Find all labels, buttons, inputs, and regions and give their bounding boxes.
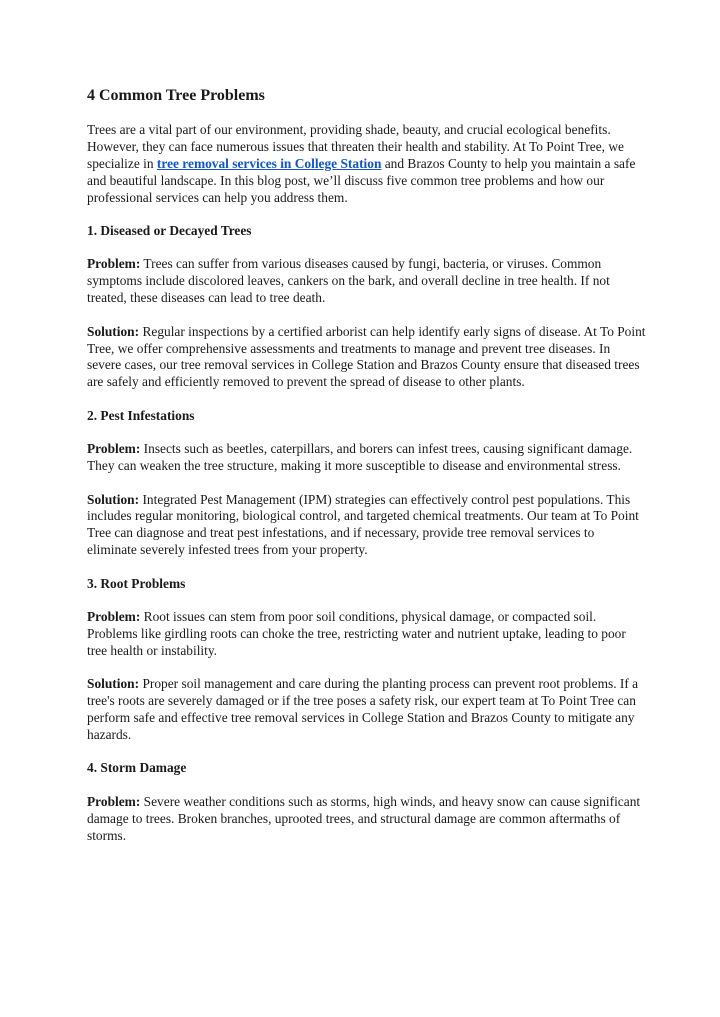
problem-text: Trees can suffer from various diseases caused by fungi, bacteria, or viruses. Common symptoms include discolored leaves, cankers on the bark, and overall decline in tree health. If not treated, these diseases can lead to tree death.: [87, 256, 610, 306]
section-heading-pests: 2. Pest Infestations: [87, 407, 195, 423]
solution-text: Regular inspections by a certified arborist can help identify early signs of disease. At To Point Tree, we offer comprehensive assessments and treatments to manage and prevent tree diseases. In severe cases, our tree removal services in College Station and Brazos County ensure that diseased trees are safely and efficiently removed to prevent the spread of disease to other plants.: [87, 323, 646, 390]
section-heading-diseased: 1. Diseased or Decayed Trees: [87, 223, 252, 239]
problem-label: Problem:: [87, 441, 141, 457]
solution-label: Solution:: [87, 491, 140, 507]
problem-label: Problem:: [87, 793, 141, 809]
intro-text-after: and Brazos County to help you maintain a safe and beautiful landscape. In this blog post, we’ll discuss five common tree problems and how our professional services can help you address them.: [87, 155, 636, 205]
problem-paragraph: [87, 794, 647, 845]
document-page: [87, 86, 647, 861]
section-heading-storm: 4. Storm Damage: [87, 760, 187, 776]
problem-label: Problem:: [87, 609, 141, 625]
solution-text: Proper soil management and care during the planting process can prevent root problems. If a tree's roots are severely damaged or if the tree poses a safety risk, our expert team at To Point Tree can perform safe and effective tree removal services in College Station and Brazos County to mitigate any hazards.: [87, 676, 639, 742]
problem-label: Problem:: [87, 256, 141, 272]
page-title: 4 Common Tree Problems: [87, 87, 265, 104]
solution-text: Integrated Pest Management (IPM) strategies can effectively control pest populations. This includes regular monitoring, biological control, and targeted chemical treatments. Our team at To Point Tree can diagnose and treat pest infestations, and if necessary, provide tree removal services to eliminate severely infested trees from your property.: [87, 491, 639, 558]
problem-paragraph: [87, 441, 647, 475]
problem-text: Severe weather conditions such as storms, high winds, and heavy snow can cause significant damage to trees. Broken branches, uprooted trees, and structural damage are common aftermaths of storms.: [87, 793, 641, 843]
solution-label: Solution:: [87, 676, 140, 692]
intro-text-before: Trees are a vital part of our environment, providing shade, beauty, and crucial ecological benefits. However, they can face numerous issues that threaten their health and stability. At To Point Tree, we specialize in: [87, 122, 624, 171]
solution-paragraph: [87, 492, 647, 560]
intro-paragraph: [87, 122, 647, 207]
solution-label: Solution:: [87, 323, 140, 339]
solution-paragraph: [87, 676, 647, 744]
problem-text: Root issues can stem from poor soil conditions, physical damage, or compacted soil. Problems like girdling roots can choke the tree, restricting water and nutrient uptake, leading to poor tree health or instability.: [87, 609, 626, 658]
problem-paragraph: [87, 609, 647, 660]
problem-text: Insects such as beetles, caterpillars, and borers can infest trees, causing significant damage. They can weaken the tree structure, making it more susceptible to disease and environmental stress.: [87, 441, 633, 474]
section-heading-roots: 3. Root Problems: [87, 575, 186, 591]
tree-removal-link[interactable]: tree removal services in College Station: [156, 155, 382, 171]
problem-paragraph: [87, 256, 647, 307]
solution-paragraph: [87, 324, 647, 392]
